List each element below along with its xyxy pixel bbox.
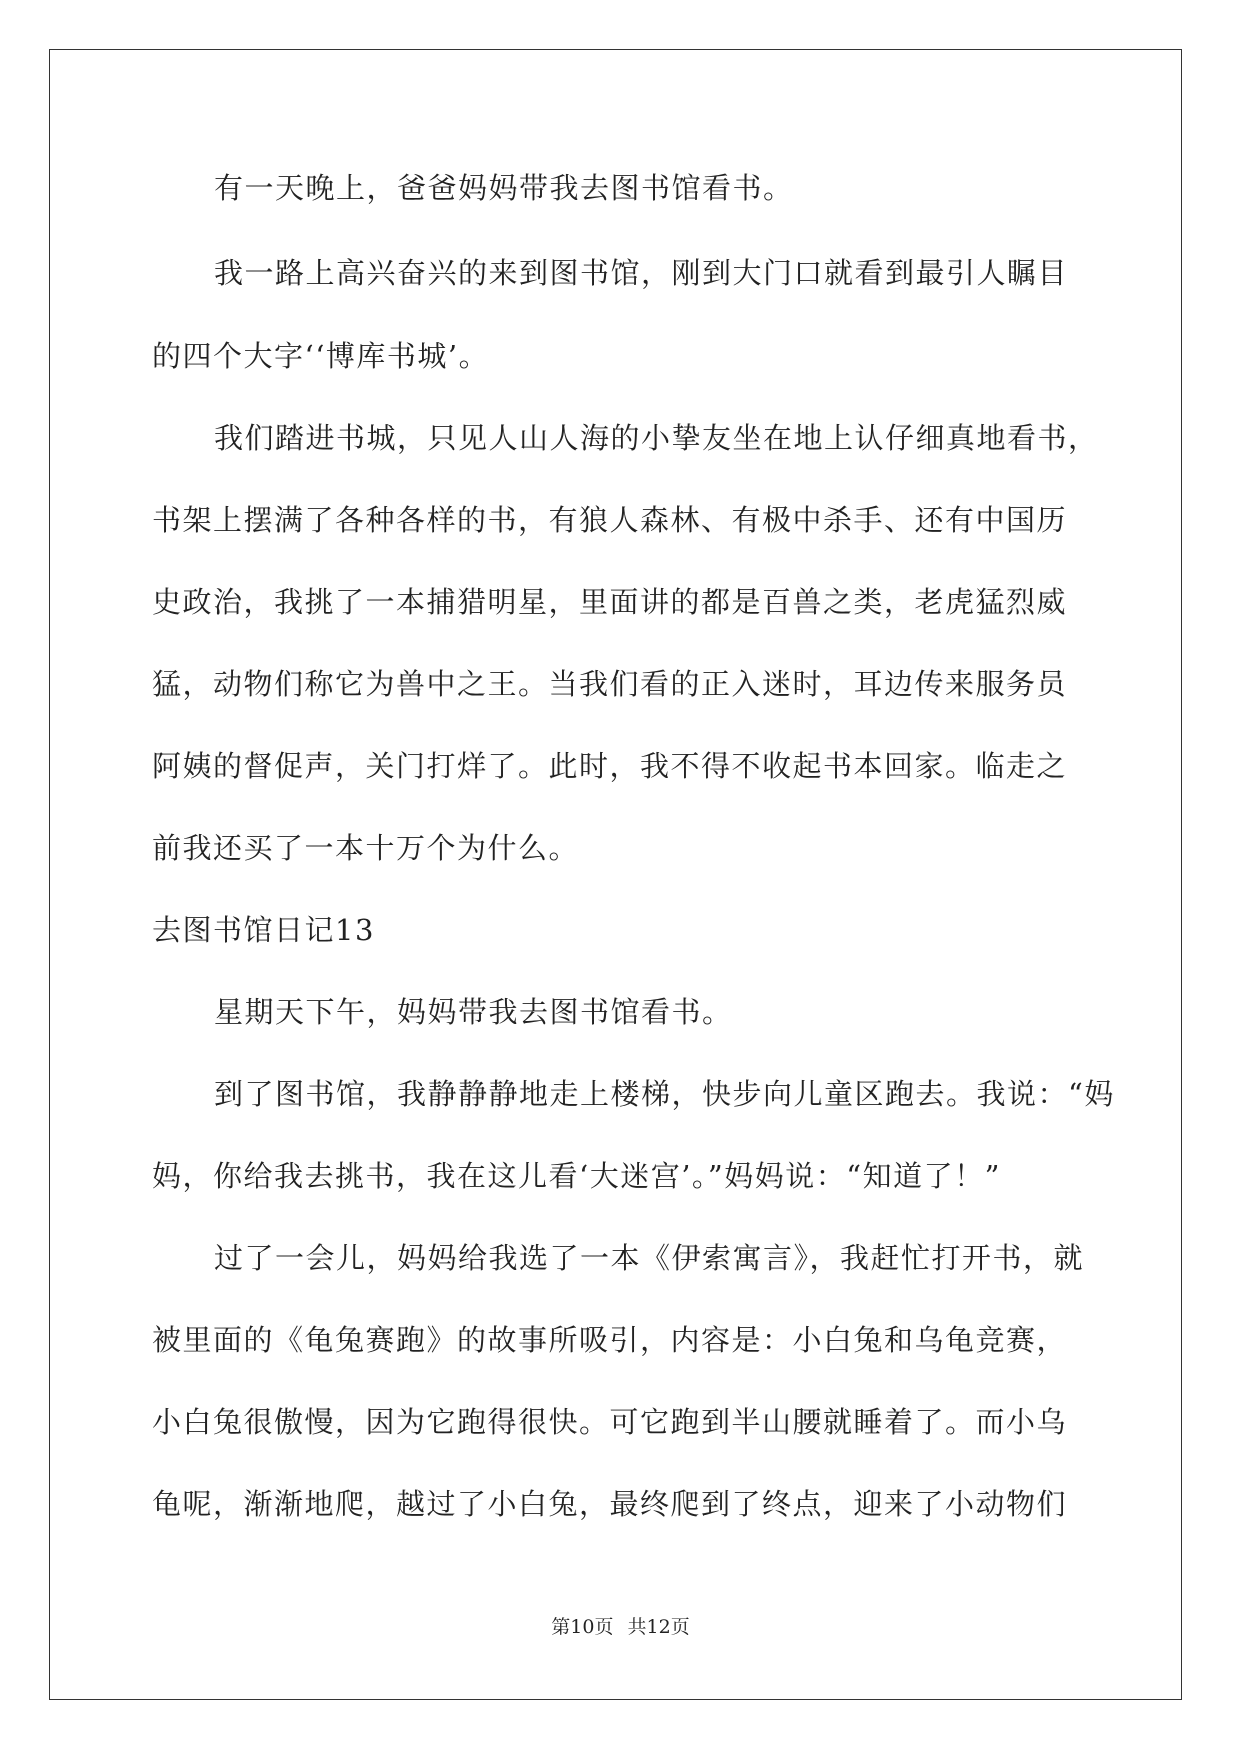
- text-line: 的四个大字‘‘博库书城’。: [152, 339, 490, 373]
- text-line: 被里面的《龟兔赛跑》的故事所吸引，内容是：小白兔和乌龟竞赛，: [152, 1323, 1068, 1357]
- text-line: 猛，动物们称它为兽中之王。当我们看的正入迷时，耳边传来服务员: [152, 667, 1068, 701]
- text-line: 小白兔很傲慢，因为它跑得很快。可它跑到半山腰就睡着了。而小乌: [152, 1405, 1068, 1439]
- text-line: 我们踏进书城，只见人山人海的小挚友坐在地上认仔细真地看书，: [214, 421, 1099, 455]
- text-line: 到了图书馆，我静静静地走上楼梯，快步向儿童区跑去。我说：“妈: [214, 1077, 1115, 1111]
- text-line: 史政治，我挑了一本捕猎明星，里面讲的都是百兽之类，老虎猛烈威: [152, 585, 1068, 619]
- text-line: 前我还买了一本十万个为什么。: [152, 831, 580, 865]
- text-line: 星期天下午，妈妈带我去图书馆看书。: [214, 995, 733, 1029]
- section-heading: 去图书馆日记13: [152, 913, 375, 947]
- text-line: 有一天晚上，爸爸妈妈带我去图书馆看书。: [214, 171, 794, 205]
- page-number: 第10页: [551, 1616, 614, 1638]
- text-line: 妈，你给我去挑书，我在这儿看‘大迷宫’。”妈妈说：“知道了！”: [152, 1159, 1001, 1193]
- page-total: 共12页: [627, 1616, 690, 1638]
- page-border: [49, 49, 1182, 1700]
- text-line: 阿姨的督促声，关门打烊了。此时，我不得不收起书本回家。临走之: [152, 749, 1068, 783]
- text-line: 龟呢，渐渐地爬，越过了小白兔，最终爬到了终点，迎来了小动物们: [152, 1487, 1068, 1521]
- text-line: 过了一会儿，妈妈给我选了一本《伊索寓言》，我赶忙打开书，就: [214, 1241, 1085, 1275]
- text-line: 书架上摆满了各种各样的书，有狼人森林、有极中杀手、还有中国历: [152, 503, 1068, 537]
- text-line: 我一路上高兴奋兴的来到图书馆，刚到大门口就看到最引人瞩目: [214, 256, 1069, 290]
- page-footer: [0, 1614, 1241, 1640]
